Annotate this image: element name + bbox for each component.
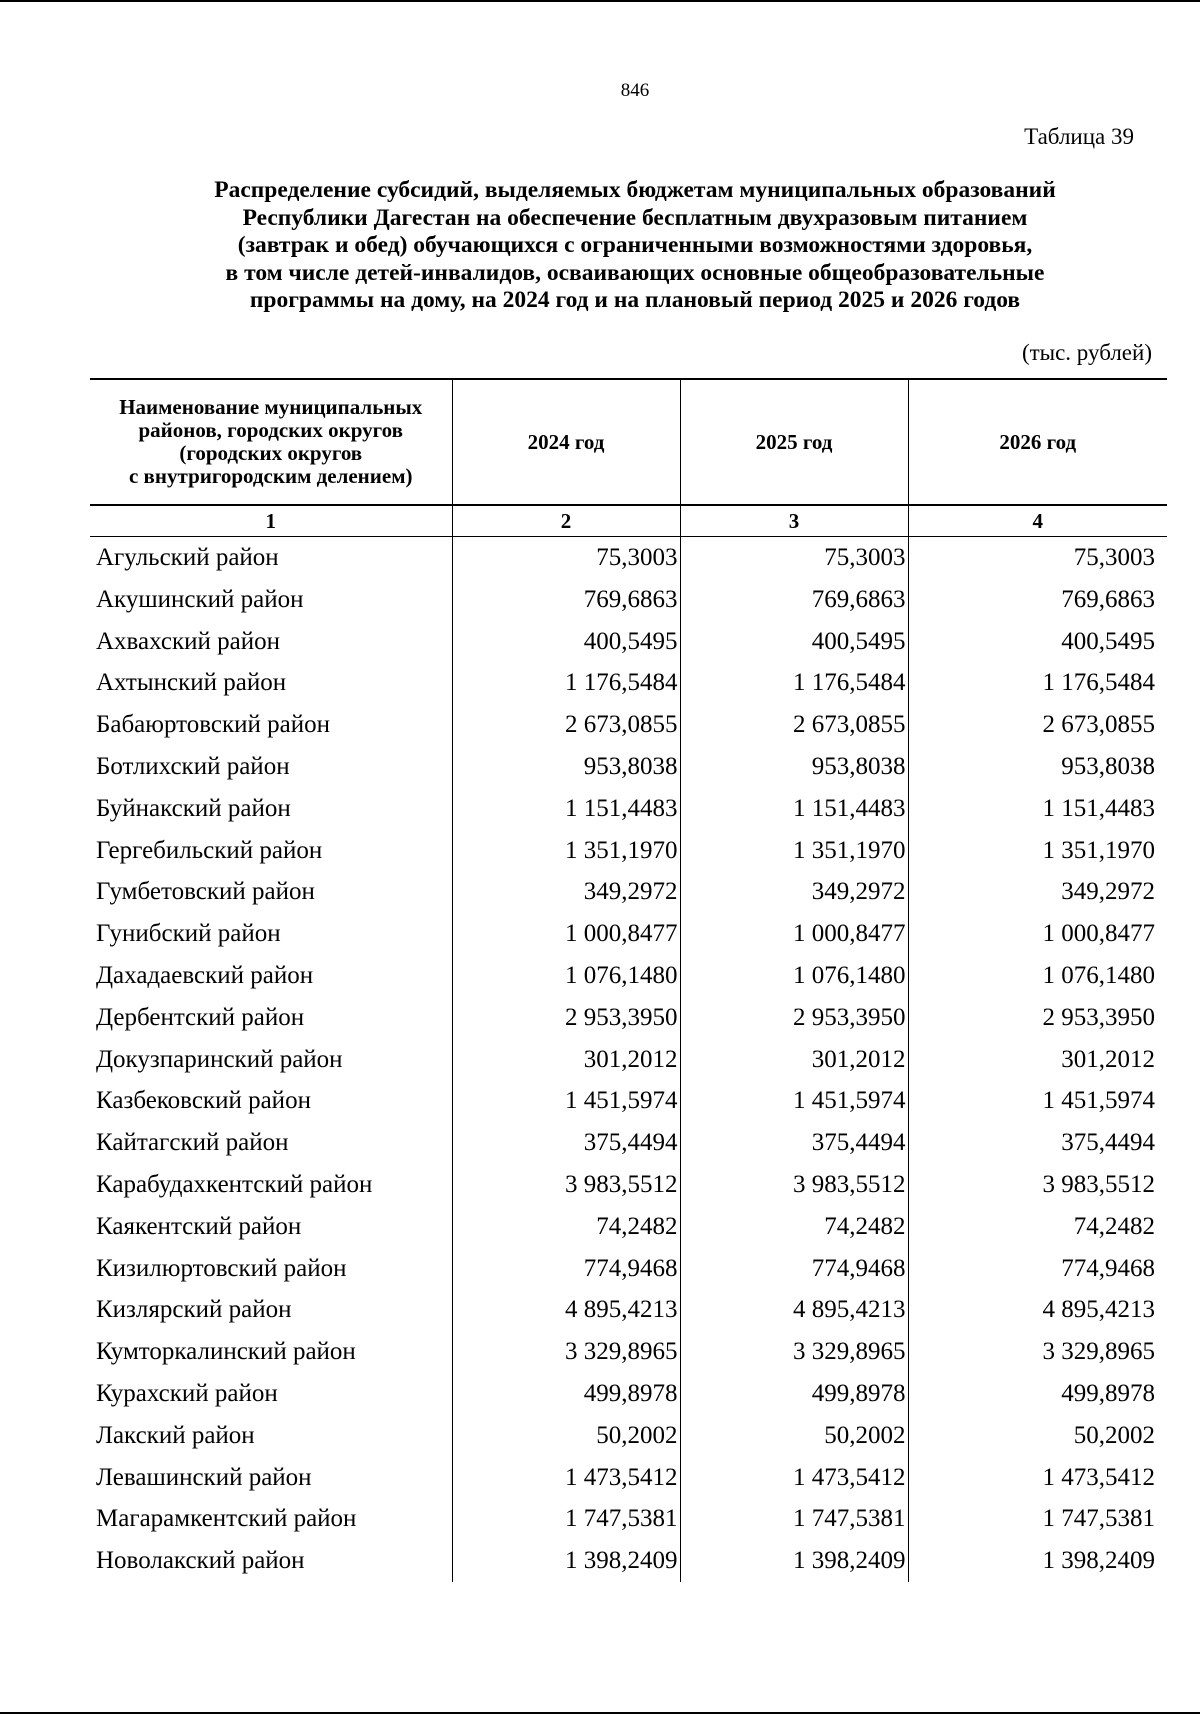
- table-row: [90, 1331, 1167, 1373]
- municipality-name-cell: Гунибский район: [90, 913, 452, 955]
- table-row: [90, 1164, 1167, 1206]
- value-2024-cell: 2 673,0855: [452, 704, 680, 746]
- value-2024-cell: 301,2012: [452, 1039, 680, 1081]
- municipality-name-cell: Курахский район: [90, 1373, 452, 1415]
- municipality-name-cell: Кайтагский район: [90, 1122, 452, 1164]
- table-row: [90, 788, 1167, 830]
- table-row: [90, 955, 1167, 997]
- subsidy-table: [90, 378, 1167, 1582]
- value-2026-cell: 75,3003: [908, 537, 1167, 579]
- header-name-line: Наименование муниципальных: [119, 395, 423, 419]
- table-row: [90, 579, 1167, 621]
- value-2024-cell: 1 473,5412: [452, 1457, 680, 1499]
- value-2025-cell: 1 151,4483: [680, 788, 908, 830]
- value-2026-cell: 375,4494: [908, 1122, 1167, 1164]
- value-2025-cell: 499,8978: [680, 1373, 908, 1415]
- value-2025-cell: 1 398,2409: [680, 1540, 908, 1582]
- value-2024-cell: 74,2482: [452, 1206, 680, 1248]
- header-municipality-name: [90, 379, 452, 505]
- page-number: 846: [620, 80, 650, 101]
- municipality-name-cell: Новолакский район: [90, 1540, 452, 1582]
- header-year-2024: 2024 год: [452, 379, 680, 505]
- value-2026-cell: 1 000,8477: [908, 913, 1167, 955]
- table-row: [90, 1457, 1167, 1499]
- header-name-line: районов, городских округов: [138, 418, 403, 442]
- table-row: [90, 1080, 1167, 1122]
- title-line: в том числе детей-инвалидов, осваивающих основные общеобразовательные: [225, 259, 1045, 286]
- value-2026-cell: 499,8978: [908, 1373, 1167, 1415]
- table-row: [90, 1415, 1167, 1457]
- value-2024-cell: 1 451,5974: [452, 1080, 680, 1122]
- bottom-edge-rule: [0, 1712, 1200, 1714]
- value-2024-cell: 1 176,5484: [452, 662, 680, 704]
- title-line: Республики Дагестан на обеспечение бесплатным двухразовым питанием: [242, 204, 1028, 231]
- table-number: Таблица 39: [1024, 124, 1134, 149]
- value-2024-cell: 3 983,5512: [452, 1164, 680, 1206]
- value-2026-cell: 301,2012: [908, 1039, 1167, 1081]
- value-2025-cell: 953,8038: [680, 746, 908, 788]
- value-2026-cell: 953,8038: [908, 746, 1167, 788]
- title-line: программы на дому, на 2024 год и на плановый период 2025 и 2026 годов: [249, 287, 1021, 313]
- municipality-name-cell: Казбековский район: [90, 1080, 452, 1122]
- value-2024-cell: 769,6863: [452, 579, 680, 621]
- value-2024-cell: 75,3003: [452, 537, 680, 579]
- value-2025-cell: 375,4494: [680, 1122, 908, 1164]
- value-2025-cell: 774,9468: [680, 1248, 908, 1290]
- municipality-name-cell: Ахтынский район: [90, 662, 452, 704]
- municipality-name-cell: Буйнакский район: [90, 788, 452, 830]
- municipality-name-cell: Левашинский район: [90, 1457, 452, 1499]
- value-2026-cell: 2 673,0855: [908, 704, 1167, 746]
- value-2025-cell: 2 953,3950: [680, 997, 908, 1039]
- value-2025-cell: 3 329,8965: [680, 1331, 908, 1373]
- title-line: Распределение субсидий, выделяемых бюджетам муниципальных образований: [214, 177, 1056, 203]
- municipality-name-cell: Каякентский район: [90, 1206, 452, 1248]
- value-2026-cell: 4 895,4213: [908, 1289, 1167, 1331]
- municipality-name-cell: Агульский район: [90, 537, 452, 579]
- value-2025-cell: 4 895,4213: [680, 1289, 908, 1331]
- header-name-line: (городских округов: [179, 441, 363, 465]
- table-header-row: [90, 379, 1167, 505]
- value-2024-cell: 1 747,5381: [452, 1498, 680, 1540]
- value-2024-cell: 375,4494: [452, 1122, 680, 1164]
- value-2026-cell: 1 151,4483: [908, 788, 1167, 830]
- table-row: [90, 1498, 1167, 1540]
- municipality-name-cell: Ахвахский район: [90, 621, 452, 663]
- municipality-name-cell: Дербентский район: [90, 997, 452, 1039]
- value-2025-cell: 1 176,5484: [680, 662, 908, 704]
- value-2024-cell: 499,8978: [452, 1373, 680, 1415]
- value-2026-cell: 1 176,5484: [908, 662, 1167, 704]
- municipality-name-cell: Акушинский район: [90, 579, 452, 621]
- value-2025-cell: 50,2002: [680, 1415, 908, 1457]
- value-2025-cell: 74,2482: [680, 1206, 908, 1248]
- table-row: [90, 913, 1167, 955]
- column-number: 1: [90, 505, 452, 537]
- value-2025-cell: 400,5495: [680, 621, 908, 663]
- value-2024-cell: 400,5495: [452, 621, 680, 663]
- table-row: [90, 1540, 1167, 1582]
- value-2025-cell: 769,6863: [680, 579, 908, 621]
- value-2026-cell: 349,2972: [908, 871, 1167, 913]
- value-2026-cell: 400,5495: [908, 621, 1167, 663]
- municipality-name-cell: Магарамкентский район: [90, 1498, 452, 1540]
- header-year-2026: 2026 год: [908, 379, 1167, 505]
- municipality-name-cell: Карабудахкентский район: [90, 1164, 452, 1206]
- value-2025-cell: 1 076,1480: [680, 955, 908, 997]
- value-2024-cell: 1 076,1480: [452, 955, 680, 997]
- table-row: [90, 871, 1167, 913]
- value-2026-cell: 50,2002: [908, 1415, 1167, 1457]
- value-2025-cell: 1 473,5412: [680, 1457, 908, 1499]
- value-2024-cell: 3 329,8965: [452, 1331, 680, 1373]
- value-2024-cell: 1 151,4483: [452, 788, 680, 830]
- title-line: (завтрак и обед) обучающихся с ограниченными возможностями здоровья,: [237, 232, 1033, 258]
- value-2026-cell: 1 398,2409: [908, 1540, 1167, 1582]
- value-2024-cell: 4 895,4213: [452, 1289, 680, 1331]
- value-2026-cell: 1 076,1480: [908, 955, 1167, 997]
- value-2025-cell: 2 673,0855: [680, 704, 908, 746]
- column-number: 2: [452, 505, 680, 537]
- value-2025-cell: 1 000,8477: [680, 913, 908, 955]
- municipality-name-cell: Кумторкалинский район: [90, 1331, 452, 1373]
- table-row: [90, 662, 1167, 704]
- table-row: [90, 1122, 1167, 1164]
- value-2025-cell: 1 451,5974: [680, 1080, 908, 1122]
- value-2024-cell: 2 953,3950: [452, 997, 680, 1039]
- value-2025-cell: 349,2972: [680, 871, 908, 913]
- value-2026-cell: 1 451,5974: [908, 1080, 1167, 1122]
- table-row: [90, 704, 1167, 746]
- value-2026-cell: 2 953,3950: [908, 997, 1167, 1039]
- municipality-name-cell: Бабаюртовский район: [90, 704, 452, 746]
- value-2026-cell: 74,2482: [908, 1206, 1167, 1248]
- table-row: [90, 1248, 1167, 1290]
- value-2026-cell: 1 351,1970: [908, 830, 1167, 872]
- table-row: [90, 1039, 1167, 1081]
- municipality-name-cell: Лакский район: [90, 1415, 452, 1457]
- table-row: [90, 830, 1167, 872]
- column-number-row: [90, 505, 1167, 537]
- value-2025-cell: 1 351,1970: [680, 830, 908, 872]
- table-row: [90, 537, 1167, 579]
- header-year-2025: 2025 год: [680, 379, 908, 505]
- value-2024-cell: 1 398,2409: [452, 1540, 680, 1582]
- value-2026-cell: 1 747,5381: [908, 1498, 1167, 1540]
- header-name-line: с внутригородским делением): [128, 464, 413, 488]
- value-2026-cell: 3 983,5512: [908, 1164, 1167, 1206]
- column-number: 3: [680, 505, 908, 537]
- table-row: [90, 621, 1167, 663]
- top-edge-rule: [0, 0, 1200, 2]
- municipality-name-cell: Дахадаевский район: [90, 955, 452, 997]
- value-2026-cell: 1 473,5412: [908, 1457, 1167, 1499]
- value-2026-cell: 774,9468: [908, 1248, 1167, 1290]
- municipality-name-cell: Кизилюртовский район: [90, 1248, 452, 1290]
- municipality-name-cell: Кизлярский район: [90, 1289, 452, 1331]
- value-2025-cell: 301,2012: [680, 1039, 908, 1081]
- municipality-name-cell: Гергебильский район: [90, 830, 452, 872]
- value-2025-cell: 75,3003: [680, 537, 908, 579]
- municipality-name-cell: Докузпаринский район: [90, 1039, 452, 1081]
- table-row: [90, 746, 1167, 788]
- value-2025-cell: 1 747,5381: [680, 1498, 908, 1540]
- table-row: [90, 1206, 1167, 1248]
- value-2026-cell: 3 329,8965: [908, 1331, 1167, 1373]
- value-2024-cell: 50,2002: [452, 1415, 680, 1457]
- document-title: [120, 177, 1150, 315]
- value-2026-cell: 769,6863: [908, 579, 1167, 621]
- units-label: (тыс. рублей): [1021, 340, 1152, 365]
- value-2024-cell: 349,2972: [452, 871, 680, 913]
- table-row: [90, 1289, 1167, 1331]
- municipality-name-cell: Ботлихский район: [90, 746, 452, 788]
- value-2025-cell: 3 983,5512: [680, 1164, 908, 1206]
- column-number: 4: [908, 505, 1167, 537]
- value-2024-cell: 1 351,1970: [452, 830, 680, 872]
- municipality-name-cell: Гумбетовский район: [90, 871, 452, 913]
- table-row: [90, 997, 1167, 1039]
- table-body: [90, 537, 1167, 1582]
- table-row: [90, 1373, 1167, 1415]
- value-2024-cell: 774,9468: [452, 1248, 680, 1290]
- value-2024-cell: 953,8038: [452, 746, 680, 788]
- value-2024-cell: 1 000,8477: [452, 913, 680, 955]
